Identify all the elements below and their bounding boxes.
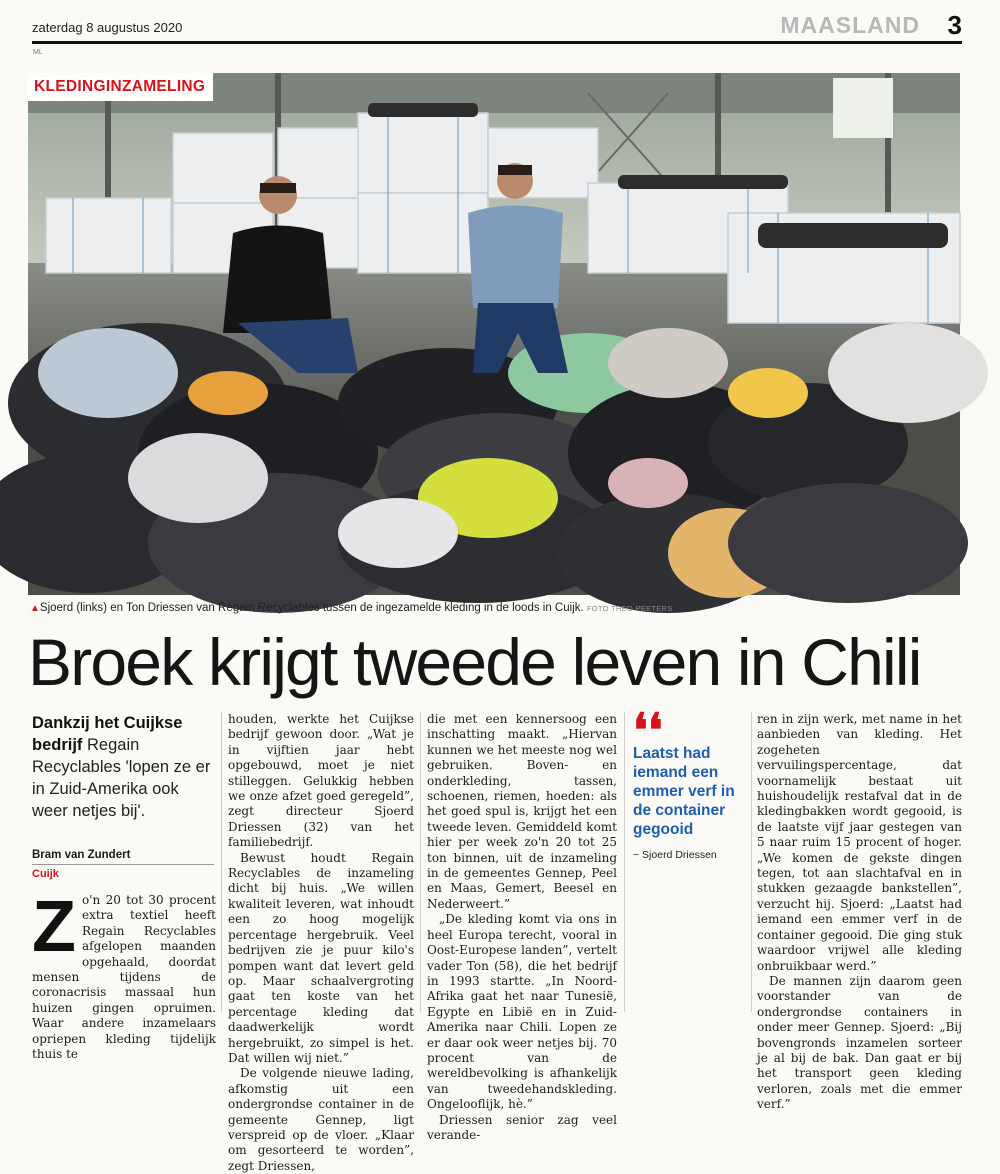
photo-credit: FOTO THEO PEETERS bbox=[586, 604, 673, 613]
drop-cap: Z bbox=[32, 887, 76, 967]
pull-quote-text: Laatst had iemand een emmer verf in de container gegooid bbox=[633, 745, 735, 838]
caption-triangle-icon: ▲ bbox=[30, 603, 40, 614]
column-divider bbox=[420, 712, 421, 1012]
pull-quote-source: ~ Sjoerd Driessen bbox=[633, 849, 717, 861]
column-divider bbox=[221, 712, 222, 1012]
body-column-2 bbox=[228, 712, 414, 1174]
byline bbox=[32, 849, 214, 880]
photo-warehouse-clothing bbox=[28, 73, 960, 595]
body-column-5 bbox=[757, 712, 962, 1113]
column-divider bbox=[751, 712, 752, 1012]
article-photo bbox=[28, 73, 960, 595]
byline-place: Cuijk bbox=[32, 868, 59, 880]
quote-mark-icon: ❛❛ bbox=[633, 703, 663, 757]
body-paragraph: Bewust houdt Regain Recyclables de inzameling dicht bij huis. „We willen kwaliteit leveren, wat inhoudt een zo hoog mogelijk percentage hergebruik. Veel bedrijven zie je puur kilo's pompen want dat levert geld op. Maar schaalvergroting gaat ten koste van het percentage kleding dat daadwerkelijk wordt hergebruikt, zo simpel is het. Dat willen wij niet.” bbox=[228, 850, 414, 1065]
body-column-1 bbox=[32, 887, 216, 1062]
byline-author: Bram van Zundert bbox=[32, 849, 214, 865]
body-column-3 bbox=[427, 712, 617, 1143]
body-paragraph: die met een kennersoog een inschatting maakt. „Hiervan kunnen we het meeste nog wel gebruiken. Boven- en onderkleding, tassen, schoenen, riemen, hoeden: als het goed spul is, krijgt het een tweede leven. Gemiddeld komt hier per week zo'n 20 tot 25 ton binnen, uit de inzameling in de gemeentes Gennep, Peel en Maas, Gemert, Beesel en Nederweert.” bbox=[427, 712, 617, 911]
body-paragraph: „De kleding komt via ons in heel Europa terecht, vooral in Oost-Europese landen”, vertelt vader Ton (58), die het bedrijf in 1993 startte. „In Noord-Afrika gaat het naar Tunesië, Egypte en Libië en in Zuid-Amerika naar Chili. Lopen ze er daar ook weer netjes bij. 70 procent van de wereldbevolking is afhankelijk van tweedehandskleding. Ongelooflijk, hè.” bbox=[427, 912, 617, 1112]
photo-caption bbox=[30, 602, 960, 614]
body-paragraph: houden, werkte het Cuijkse bedrijf gewoon door. „Wat je in vijftien jaar hebt opgebouwd, moet je niet stilleggen. Gelukkig hebben we onze afzet goed geregeld”, zegt directeur Sjoerd Driessen (32) van het familiebedrijf. bbox=[228, 712, 414, 850]
masthead bbox=[32, 10, 962, 38]
body-paragraph: o'n 20 tot 30 procent extra textiel heeft Regain Recyclables afgelopen maanden opgehaald, doordat mensen tijdens de coronacrisis massaal hun huizen gingen opruimen. Waar andere inzamelaars opriepen kleding tijdelijk thuis te bbox=[32, 893, 216, 1062]
section-kicker: KLEDINGINZAMELING bbox=[28, 73, 213, 101]
column-divider bbox=[624, 712, 625, 1012]
issue-date: zaterdag 8 augustus 2020 bbox=[32, 20, 183, 35]
header-rule bbox=[32, 41, 962, 44]
edition-mark: ML bbox=[33, 49, 43, 56]
intro-lead-rest: Regain Recyclables 'lopen ze er in Zuid-Amerika ook weer netjes bij'. bbox=[32, 736, 211, 820]
body-paragraph: De volgende nieuwe lading, afkomstig uit een ondergrondse container in de gemeente Gennep, ligt verspreid op de vloer. „Klaar om gesorteerd te worden”, zegt Driessen, bbox=[228, 1066, 414, 1173]
article-intro bbox=[32, 712, 212, 822]
pull-quote bbox=[633, 703, 751, 861]
page-number: 3 bbox=[947, 10, 962, 40]
body-paragraph: ren in zijn werk, met name in het aanbieden van kleding. Het zogeheten vervuilingspercentage, dat voornamelijk bestaat uit huishoudelijk restafval dat in de kledingbakken wordt gegooid, is de laatste vijf jaar gestegen van 5 naar ruim 15 procent of hoger. „We komen de gekste dingen tegen, tot aan slachtafval en in stukken gezaagde bankstellen”, verzucht hij. Sjoerd: „Laatst had iemand een emmer verf in de container gegooid. Die ging stuk waardoor vrijwel alle kleding onbruikbaar werd.” bbox=[757, 712, 962, 973]
section-title: MAASLAND bbox=[780, 12, 920, 38]
intro-lead-bold: Dankzij het Cuijkse bedrijf bbox=[32, 714, 183, 754]
body-paragraph: De mannen zijn daarom geen voorstander van de ondergrondse containers in onder meer Gennep. Sjoerd: „Bij bovengronds inzamelen sorteer je al bij de bak. Dan gaat er bij het transport geen kleding verloren, zoals met die emmer verf.” bbox=[757, 973, 962, 1112]
caption-text: Sjoerd (links) en Ton Driessen van Regain Recyclables tussen de ingezamelde kleding in de loods in Cuijk. bbox=[39, 602, 584, 614]
article-headline: Broek krijgt tweede leven in Chili bbox=[28, 625, 921, 699]
body-paragraph: Driessen senior zag veel verande- bbox=[427, 1112, 617, 1142]
